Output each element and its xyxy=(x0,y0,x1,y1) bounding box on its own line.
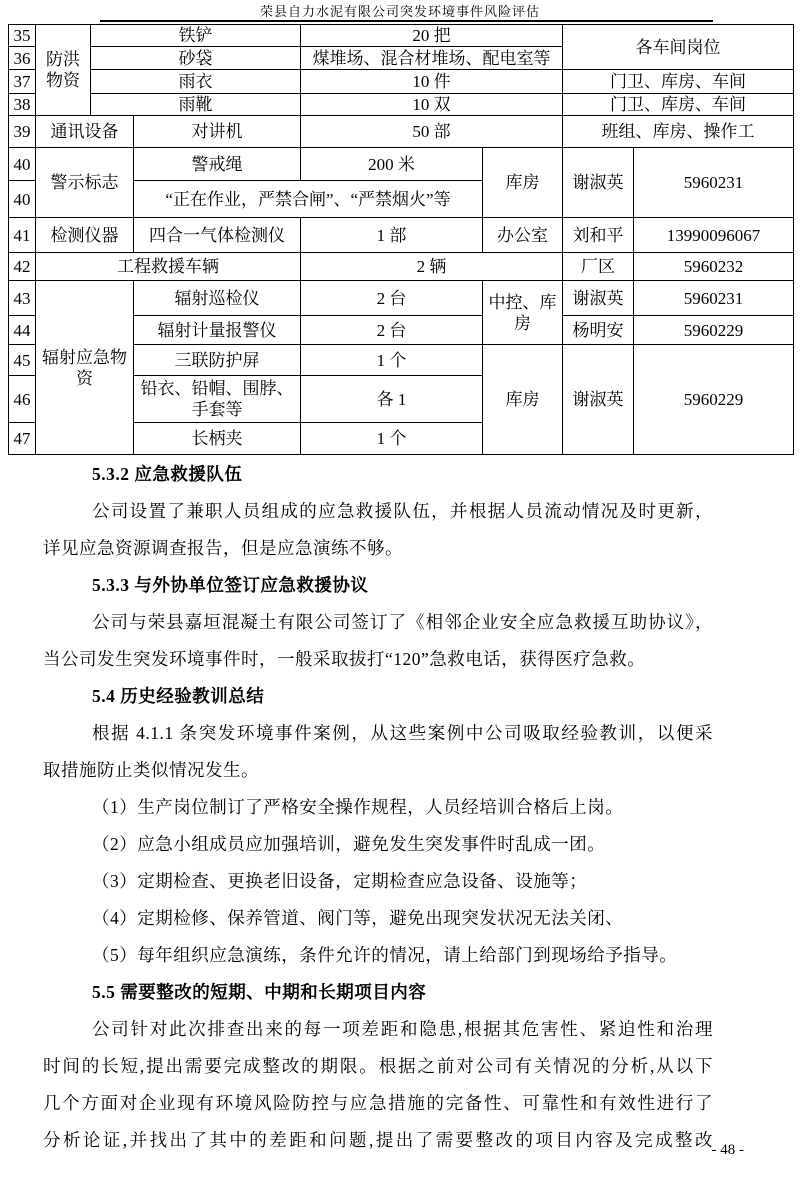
body-text-line: 当公司发生突发环境事件时，一般采取拔打“120”急救电话，获得医疗急救。 xyxy=(43,649,646,669)
item-cell: 铁铲 xyxy=(91,25,301,47)
row-number: 41 xyxy=(9,218,36,253)
body-text-line: （3）定期检查、更换老旧设备，定期检查应急设备、设施等； xyxy=(92,871,588,891)
body-text-line: 分析论证,并找出了其中的差距和问题,提出了需要整改的项目内容及完成整改 xyxy=(43,1130,713,1150)
phone-cell: 5960231 xyxy=(634,281,794,316)
quantity-cell: 1 部 xyxy=(301,218,483,253)
body-text-line: 取措施防止类似情况发生。 xyxy=(43,760,259,780)
location-cell: 办公室 xyxy=(483,218,563,253)
row-number: 39 xyxy=(9,116,36,148)
body-text-line: 公司设置了兼职人员组成的应急救援队伍，并根据人员流动情况及时更新， xyxy=(92,501,713,521)
quantity-cell: 2 台 xyxy=(301,281,483,316)
item-cell: 三联防护屏 xyxy=(134,345,301,376)
body-text-line: 公司针对此次排查出来的每一项差距和隐患,根据其危害性、紧迫性和治理 xyxy=(92,1019,713,1039)
item-cell: 对讲机 xyxy=(134,116,301,148)
quantity-cell: 10 件 xyxy=(301,70,563,94)
quantity-cell: 煤堆场、混合材堆场、配电室等 xyxy=(301,47,563,70)
row-number: 38 xyxy=(9,94,36,116)
body-text-line: 根据 4.1.1 条突发环境事件案例，从这些案例中公司吸取经验教训，以便采 xyxy=(92,723,713,743)
category-cell: 通讯设备 xyxy=(36,116,134,148)
body-text-line: （4）定期检修、保养管道、阀门等，避免出现突发状况无法关闭、 xyxy=(92,908,624,928)
quantity-cell: 20 把 xyxy=(301,25,563,47)
quantity-cell: 各 1 xyxy=(301,376,483,423)
contact-name-cell: 谢淑英 xyxy=(563,281,634,316)
location-cell: 班组、库房、操作工 xyxy=(563,116,794,148)
quantity-cell: 1 个 xyxy=(301,345,483,376)
body-text-line: 公司与荣县嘉垣混凝土有限公司签订了《相邻企业安全应急救援互助协议》， xyxy=(92,612,713,632)
row-number: 40 xyxy=(9,181,36,218)
row-number: 42 xyxy=(9,253,36,281)
item-cell: 雨衣 xyxy=(91,70,301,94)
category-cell: 防洪物资 xyxy=(36,25,91,116)
item-cell: 辐射巡检仪 xyxy=(134,281,301,316)
table-row xyxy=(9,218,794,253)
page-number: - 48 - xyxy=(711,1142,744,1158)
page-header-title: 荣县自力水泥有限公司突发环境事件风险评估 xyxy=(259,4,540,19)
section-heading: 5.3.3 与外协单位签订应急救援协议 xyxy=(92,575,369,595)
table-row xyxy=(9,70,794,94)
location-cell: 门卫、库房、车间 xyxy=(563,94,794,116)
table-row xyxy=(9,116,794,148)
location-cell: 厂区 xyxy=(563,253,634,281)
row-number: 40 xyxy=(9,148,36,181)
header-rule xyxy=(100,20,713,22)
body-text-line: 详见应急资源调查报告，但是应急演练不够。 xyxy=(43,538,403,558)
contact-name-cell: 谢淑英 xyxy=(563,345,634,455)
row-number: 44 xyxy=(9,316,36,345)
row-number: 45 xyxy=(9,345,36,376)
phone-cell: 13990096067 xyxy=(634,218,794,253)
item-cell: “正在作业，严禁合闸”、“严禁烟火”等 xyxy=(134,181,483,218)
row-number: 35 xyxy=(9,25,36,47)
row-number: 37 xyxy=(9,70,36,94)
body-text-line: （2）应急小组成员应加强培训，避免发生突发事件时乱成一团。 xyxy=(92,834,606,854)
item-cell: 警戒绳 xyxy=(134,148,301,181)
body-text-line: 几个方面对企业现有环境风险防控与应急措施的完备性、可靠性和有效性进行了 xyxy=(43,1093,713,1113)
emergency-equipment-table xyxy=(8,24,794,455)
section-heading: 5.5 需要整改的短期、中期和长期项目内容 xyxy=(92,982,427,1002)
item-cell: 砂袋 xyxy=(91,47,301,70)
item-cell: 辐射计量报警仪 xyxy=(134,316,301,345)
body-text-line: 时间的长短,提出需要完成整改的期限。根据之前对公司有关情况的分析,从以下 xyxy=(43,1056,713,1076)
item-cell: 四合一气体检测仪 xyxy=(134,218,301,253)
row-number: 47 xyxy=(9,423,36,455)
row-number: 36 xyxy=(9,47,36,70)
item-cell: 铅衣、铅帽、围脖、手套等 xyxy=(134,376,301,423)
location-cell: 各车间岗位 xyxy=(563,25,794,70)
location-cell: 中控、库房 xyxy=(483,281,563,345)
phone-cell: 5960229 xyxy=(634,345,794,455)
item-cell: 雨靴 xyxy=(91,94,301,116)
table-row xyxy=(9,253,794,281)
row-number: 43 xyxy=(9,281,36,316)
table-row xyxy=(9,281,794,316)
category-cell: 警示标志 xyxy=(36,148,134,218)
phone-cell: 5960229 xyxy=(634,316,794,345)
quantity-cell: 1 个 xyxy=(301,423,483,455)
document-body xyxy=(43,456,713,1159)
quantity-cell: 2 辆 xyxy=(301,253,563,281)
row-number: 46 xyxy=(9,376,36,423)
table-row xyxy=(9,94,794,116)
table-row xyxy=(9,148,794,181)
item-cell: 长柄夹 xyxy=(134,423,301,455)
category-cell: 检测仪器 xyxy=(36,218,134,253)
quantity-cell: 200 米 xyxy=(301,148,483,181)
contact-name-cell: 刘和平 xyxy=(563,218,634,253)
contact-name-cell: 谢淑英 xyxy=(563,148,634,218)
category-cell: 工程救援车辆 xyxy=(36,253,301,281)
body-text-line: （1）生产岗位制订了严格安全操作规程，人员经培训合格后上岗。 xyxy=(92,797,624,817)
location-cell: 库房 xyxy=(483,148,563,218)
section-heading: 5.4 历史经验教训总结 xyxy=(92,686,265,706)
location-cell: 库房 xyxy=(483,345,563,455)
quantity-cell: 50 部 xyxy=(301,116,563,148)
phone-cell: 5960231 xyxy=(634,148,794,218)
equipment-table-body xyxy=(9,25,794,455)
quantity-cell: 2 台 xyxy=(301,316,483,345)
body-text-line: （5）每年组织应急演练，条件允许的情况，请上给部门到现场给予指导。 xyxy=(92,945,678,965)
phone-cell: 5960232 xyxy=(634,253,794,281)
table-row xyxy=(9,25,794,47)
quantity-cell: 10 双 xyxy=(301,94,563,116)
contact-name-cell: 杨明安 xyxy=(563,316,634,345)
section-heading: 5.3.2 应急救援队伍 xyxy=(92,464,243,484)
location-cell: 门卫、库房、车间 xyxy=(563,70,794,94)
category-cell: 辐射应急物资 xyxy=(36,281,134,455)
